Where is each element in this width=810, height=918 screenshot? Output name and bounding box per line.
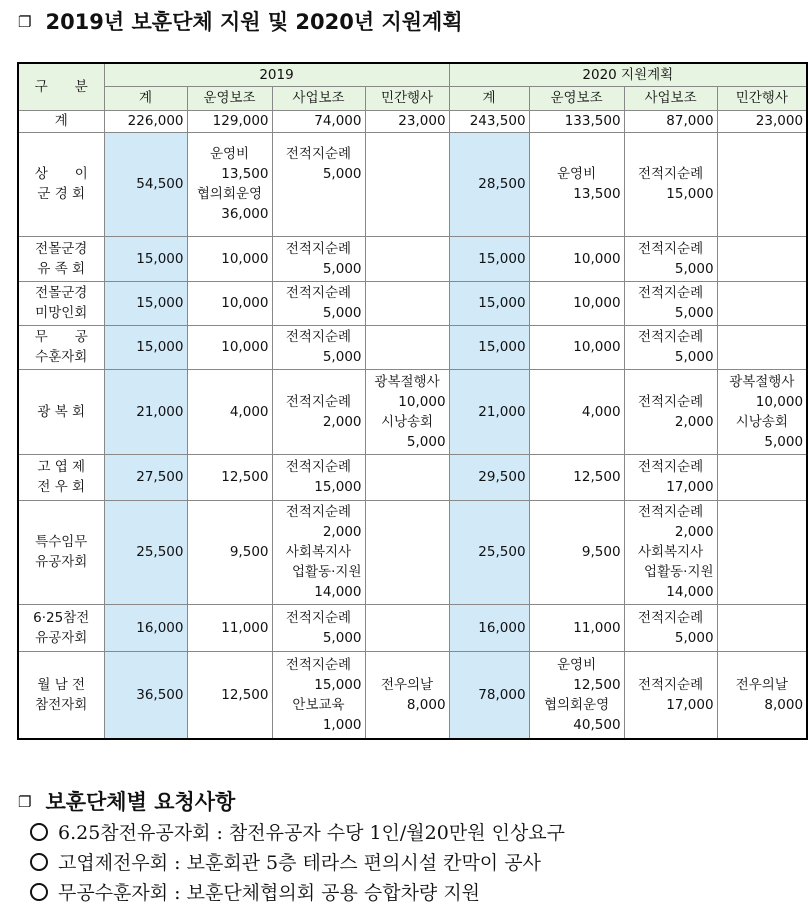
organization-name-line: 6·25참전 (33, 609, 90, 626)
operation-2019-cell (187, 236, 272, 281)
cell-line: 78,000 (478, 686, 526, 703)
cell-line: 5,000 (322, 349, 362, 365)
subheader-total: 계 (449, 86, 529, 110)
operation-2020-cell (529, 651, 624, 739)
operation-2019-cell (187, 604, 272, 651)
project-2019-cell (272, 651, 365, 739)
table-row (18, 651, 807, 739)
cell-line: 2,000 (674, 413, 714, 430)
cell-line: 11,000 (573, 619, 621, 636)
project-2019-cell (272, 500, 365, 604)
organization-name-line: 상 이 (34, 166, 88, 182)
table-row (18, 236, 807, 281)
cell-line: 전적지순례 (637, 504, 704, 520)
cell-line: 10,000 (573, 295, 621, 311)
project-2020-cell (624, 500, 717, 604)
total-2019-cell (104, 604, 187, 651)
event-2020-cell (717, 281, 807, 325)
cell-line: 15,000 (314, 676, 362, 693)
cell-line: 전적지순례 (637, 393, 704, 410)
event-2019-cell (365, 604, 449, 651)
total-2019-cell (104, 325, 187, 369)
total-2020-cell (449, 500, 529, 604)
event-2020-cell (717, 500, 807, 604)
cell-line: 전적지순례 (637, 285, 704, 301)
cell-line: 21,000 (478, 403, 526, 420)
organization-name-line: 전 우 회 (37, 479, 86, 495)
cell-line: 14,000 (314, 584, 362, 600)
cell-line: 243,500 (469, 113, 526, 129)
total-row (18, 110, 807, 132)
cell-line: 10,000 (573, 339, 621, 355)
table-row (18, 369, 807, 454)
cell-line: 25,500 (478, 544, 526, 560)
organization-name (18, 110, 104, 132)
operation-2020-cell (529, 281, 624, 325)
circle-bullet-icon (30, 883, 48, 901)
operation-2019-cell (187, 110, 272, 132)
cell-line: 1,000 (322, 716, 362, 733)
total-2019-cell (104, 651, 187, 739)
operation-2020-cell (529, 132, 624, 236)
cell-line: 13,500 (221, 166, 269, 182)
operation-2020-cell (529, 236, 624, 281)
request-text: 6.25참전유공자회 : 참전유공자 수당 1인/월20만원 인상요구 (58, 822, 566, 844)
table-row (18, 454, 807, 500)
project-2020-cell (624, 132, 717, 236)
cell-line: 전적지순례 (285, 609, 352, 626)
cell-line: 8,000 (406, 696, 446, 713)
project-2020-cell (624, 454, 717, 500)
organization-name-line: 수훈자회 (35, 349, 88, 365)
cell-line: 14,000 (666, 584, 714, 600)
cell-line: 10,000 (398, 393, 446, 410)
organization-name-line: 월 남 전 (37, 676, 86, 693)
total-2020-cell (449, 369, 529, 454)
event-2020-cell (717, 604, 807, 651)
cell-line: 87,000 (666, 113, 714, 129)
cell-line: 36,000 (221, 206, 269, 222)
subheader-operation: 운영보조 (529, 86, 624, 110)
project-2020-cell (624, 281, 717, 325)
operation-2020-cell (529, 604, 624, 651)
cell-line: 226,000 (127, 113, 184, 129)
cell-line: 2,000 (322, 524, 362, 540)
cell-line: 15,000 (478, 250, 526, 267)
cell-line: 21,000 (136, 403, 184, 420)
request-item (30, 848, 541, 875)
event-2020-cell (717, 369, 807, 454)
cell-line: 2,000 (674, 524, 714, 540)
project-2020-cell (624, 604, 717, 651)
event-2020-cell (717, 325, 807, 369)
total-2019-cell (104, 132, 187, 236)
organization-name (18, 325, 104, 369)
operation-2020-cell (529, 500, 624, 604)
organization-name-line: 전몰군경 (35, 285, 88, 301)
event-2019-cell (365, 110, 449, 132)
cell-line: 전우의날 (735, 676, 788, 693)
operation-2019-cell (187, 500, 272, 604)
cell-line: 사회복지사 (285, 544, 352, 560)
cell-line: 광복절행사 (374, 373, 440, 390)
cell-line: 10,000 (221, 250, 269, 267)
total-2020-cell (449, 236, 529, 281)
cell-line: 업활동·지원 (292, 564, 362, 580)
organization-name (18, 651, 104, 739)
cell-line: 전적지순례 (637, 329, 704, 345)
project-2020-cell (624, 651, 717, 739)
table-body (18, 110, 807, 739)
project-2019-cell (272, 110, 365, 132)
cell-line: 4,000 (581, 403, 621, 420)
organization-name (18, 132, 104, 236)
subheader-project: 사업보조 (624, 86, 717, 110)
circle-bullet-icon (30, 853, 48, 871)
organization-name-line: 전몰군경 (35, 240, 88, 257)
operation-2020-cell (529, 110, 624, 132)
cell-line: 11,000 (221, 619, 269, 636)
cell-line: 129,000 (212, 113, 269, 129)
cell-line: 25,500 (136, 544, 184, 560)
operation-2020-cell (529, 325, 624, 369)
cell-line: 15,000 (136, 250, 184, 267)
cell-line: 5,000 (406, 433, 446, 450)
cell-line: 12,500 (573, 469, 621, 485)
section-title: 보훈단체별 요청사항 (45, 790, 236, 814)
organization-name-line: 특수임무 (35, 534, 88, 550)
cell-line: 전적지순례 (285, 285, 352, 301)
cell-line: 전적지순례 (637, 609, 704, 626)
organization-name (18, 369, 104, 454)
total-2019-cell (104, 281, 187, 325)
cell-line: 54,500 (136, 176, 184, 192)
total-2019-cell (104, 500, 187, 604)
cell-line: 광복절행사 (729, 373, 795, 390)
table-row (18, 604, 807, 651)
operation-2019-cell (187, 651, 272, 739)
cell-line: 전적지순례 (637, 166, 704, 182)
cell-line: 15,000 (314, 479, 362, 495)
project-2019-cell (272, 454, 365, 500)
cell-line: 36,500 (136, 686, 184, 703)
event-2019-cell (365, 500, 449, 604)
project-2019-cell (272, 132, 365, 236)
cell-line: 업활동·지원 (644, 564, 714, 580)
cell-line: 29,500 (478, 469, 526, 485)
cell-line: 전적지순례 (637, 676, 704, 693)
cell-line (276, 204, 362, 224)
total-2020-cell (449, 325, 529, 369)
cell-line: 전적지순례 (285, 656, 352, 673)
subheader-operation: 운영보조 (187, 86, 272, 110)
table-row (18, 325, 807, 369)
event-2020-cell (717, 236, 807, 281)
organization-name-line: 유 족 회 (37, 260, 86, 277)
circle-bullet-icon (30, 823, 48, 841)
operation-2020-cell (529, 369, 624, 454)
cell-line: 운영비 (556, 656, 597, 673)
cell-line: 5,000 (322, 166, 362, 182)
total-2020-cell (449, 110, 529, 132)
cell-line: 5,000 (322, 629, 362, 646)
cell-line: 12,500 (221, 469, 269, 485)
total-2019-cell (104, 110, 187, 132)
operation-2019-cell (187, 281, 272, 325)
cell-line: 2,000 (322, 413, 362, 430)
header-gubun: 구 분 (18, 63, 104, 110)
cell-line: 전적지순례 (285, 146, 352, 162)
organization-name-line: 미망인회 (35, 305, 88, 321)
request-item (30, 818, 565, 845)
cell-line: 15,000 (666, 186, 714, 202)
organization-name-line: 계 (54, 113, 68, 129)
event-2019-cell (365, 325, 449, 369)
project-2019-cell (272, 604, 365, 651)
subheader-private-event: 민간행사 (365, 86, 449, 110)
cell-line: 12,500 (573, 676, 621, 693)
request-item (30, 878, 480, 905)
cell-line: 9,500 (229, 544, 269, 560)
table-row (18, 500, 807, 604)
cell-line: 74,000 (314, 113, 362, 129)
cell-line: 전적지순례 (285, 393, 352, 410)
subheader-row (18, 86, 807, 110)
operation-2019-cell (187, 325, 272, 369)
project-2020-cell (624, 325, 717, 369)
organization-name-line: 유공자회 (35, 554, 88, 570)
organization-name-line: 참전자회 (35, 696, 88, 713)
cell-line: 시낭송회 (380, 413, 434, 430)
organization-name (18, 281, 104, 325)
cell-line: 27,500 (136, 469, 184, 485)
cell-line: 전적지순례 (285, 240, 352, 257)
cell-line: 운영비 (556, 166, 597, 182)
cell-line: 전적지순례 (285, 504, 352, 520)
event-2019-cell (365, 132, 449, 236)
request-text: 고엽제전우회 : 보훈회관 5층 테라스 편의시설 칸막이 공사 (58, 852, 541, 874)
cell-line: 5,000 (322, 305, 362, 321)
cell-line: 협의회운영 (196, 186, 263, 202)
organization-name (18, 500, 104, 604)
cell-line: 13,500 (573, 186, 621, 202)
cell-line: 23,000 (755, 113, 804, 129)
cell-line: 16,000 (136, 619, 184, 636)
cell-line (276, 184, 362, 204)
event-2019-cell (365, 281, 449, 325)
cell-line: 17,000 (666, 696, 714, 713)
cell-line: 8,000 (764, 696, 804, 713)
cell-line: 5,000 (674, 305, 714, 321)
cell-line: 10,000 (221, 295, 269, 311)
cell-line: 협의회운영 (543, 696, 610, 713)
section-title: 2019년 보훈단체 지원 및 2020년 지원계획 (45, 10, 463, 34)
cell-line: 전적지순례 (285, 329, 352, 345)
cell-line: 전적지순례 (285, 459, 352, 475)
cell-line: 5,000 (674, 349, 714, 365)
cell-line: 40,500 (573, 716, 621, 733)
operation-2019-cell (187, 369, 272, 454)
section-heading-requests (18, 786, 235, 816)
cell-line: 16,000 (478, 619, 526, 636)
operation-2019-cell (187, 454, 272, 500)
cell-line: 운영비 (209, 146, 250, 162)
event-2019-cell (365, 651, 449, 739)
cell-line: 15,000 (478, 339, 526, 355)
total-2020-cell (449, 132, 529, 236)
organization-name (18, 454, 104, 500)
support-table (17, 62, 808, 740)
cell-line: 전적지순례 (637, 240, 704, 257)
total-2020-cell (449, 651, 529, 739)
organization-name-line: 광 복 회 (37, 403, 86, 420)
cell-line: 10,000 (221, 339, 269, 355)
cell-line: 5,000 (674, 260, 714, 277)
event-2020-cell (717, 110, 807, 132)
total-2019-cell (104, 236, 187, 281)
event-2020-cell (717, 651, 807, 739)
organization-name-line: 고 엽 제 (37, 459, 86, 475)
cell-line: 시낭송회 (735, 413, 788, 430)
cell-line: 15,000 (478, 295, 526, 311)
cell-line: 12,500 (221, 686, 269, 703)
subheader-private-event: 민간행사 (717, 86, 807, 110)
total-2020-cell (449, 604, 529, 651)
header-year-2020: 2020 지원계획 (449, 63, 807, 86)
total-2020-cell (449, 281, 529, 325)
total-2020-cell (449, 454, 529, 500)
cell-line: 15,000 (136, 295, 184, 311)
event-2020-cell (717, 454, 807, 500)
cell-line: 23,000 (398, 113, 446, 129)
cell-line: 전우의날 (380, 676, 434, 693)
cell-line: 17,000 (666, 479, 714, 495)
table-row (18, 281, 807, 325)
organization-name-line: 무 공 (34, 329, 88, 345)
cell-line: 9,500 (581, 544, 621, 560)
project-2020-cell (624, 110, 717, 132)
event-2019-cell (365, 236, 449, 281)
organization-name-line: 유공자회 (35, 629, 88, 646)
cell-line: 안보교육 (292, 696, 345, 713)
cell-line: 133,500 (564, 113, 621, 129)
table-row (18, 132, 807, 236)
project-2020-cell (624, 369, 717, 454)
operation-2019-cell (187, 132, 272, 236)
cell-line: 전적지순례 (637, 459, 704, 475)
request-text: 무공수훈자회 : 보훈단체협의회 공용 승합차량 지원 (58, 882, 481, 904)
square-bullet-icon: ❐ (18, 793, 32, 811)
organization-name-line: 군 경 회 (37, 186, 86, 202)
cell-line: 5,000 (764, 433, 804, 450)
operation-2020-cell (529, 454, 624, 500)
total-2019-cell (104, 454, 187, 500)
cell-line: 28,500 (478, 176, 526, 192)
project-2019-cell (272, 325, 365, 369)
cell-line: 10,000 (755, 393, 804, 410)
header-year-2019: 2019 (104, 63, 449, 86)
subheader-project: 사업보조 (272, 86, 365, 110)
cell-line: 10,000 (573, 250, 621, 267)
subheader-total: 계 (104, 86, 187, 110)
event-2019-cell (365, 369, 449, 454)
cell-line: 사회복지사 (637, 544, 704, 560)
cell-line: 5,000 (322, 260, 362, 277)
project-2019-cell (272, 369, 365, 454)
project-2019-cell (272, 236, 365, 281)
organization-name (18, 604, 104, 651)
event-2019-cell (365, 454, 449, 500)
square-bullet-icon: ❐ (18, 13, 32, 31)
cell-line: 5,000 (674, 629, 714, 646)
project-2020-cell (624, 236, 717, 281)
total-2019-cell (104, 369, 187, 454)
section-heading-support (18, 6, 463, 36)
cell-line: 4,000 (229, 403, 269, 420)
event-2020-cell (717, 132, 807, 236)
project-2019-cell (272, 281, 365, 325)
cell-line: 15,000 (136, 339, 184, 355)
organization-name (18, 236, 104, 281)
